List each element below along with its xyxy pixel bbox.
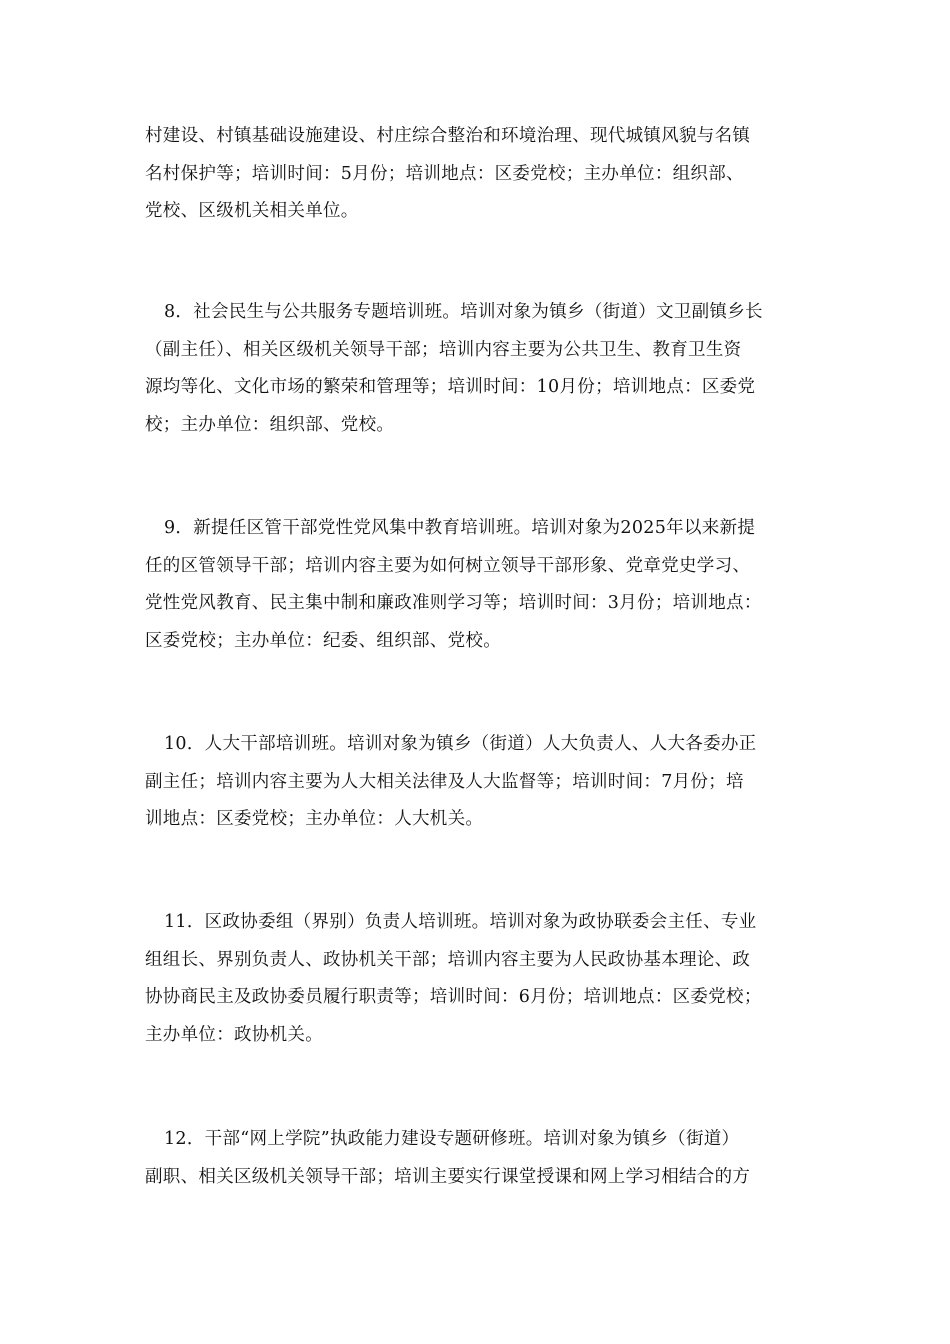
text-line: 主办单位：政协机关。 <box>145 1024 323 1045</box>
text-line: 党校、区级机关相关单位。 <box>145 201 359 221</box>
text-line: 区委党校；主办单位：纪委、组织部、党校。 <box>145 630 501 651</box>
paragraph-7-continuation <box>145 118 815 231</box>
text-line: 名村保护等；培训时间：5月份；培训地点：区委党校；主办单位：组织部、 <box>145 163 744 184</box>
text-line: 任的区管领导干部；培训内容主要为如何树立领导干部形象、党章党史学习、 <box>145 555 751 576</box>
text-line: 12．干部“网上学院”执政能力建设专题研修班。培训对象为镇乡（街道） <box>164 1129 740 1149</box>
paragraph-9 <box>145 510 815 660</box>
paragraph-12 <box>145 1121 815 1196</box>
text-line: 副主任；培训内容主要为人大相关法律及人大监督等；培训时间：7月份；培 <box>145 771 744 792</box>
text-line: 9．新提任区管干部党性党风集中教育培训班。培训对象为2025年以来新提 <box>164 518 756 538</box>
text-line: 校；主办单位：组织部、党校。 <box>145 414 395 435</box>
text-line: 11．区政协委组（界别）负责人培训班。培训对象为政协联委会主任、专业 <box>164 912 757 932</box>
text-line: 副职、相关区级机关领导干部；培训主要实行课堂授课和网上学习相结合的方 <box>145 1166 751 1187</box>
text-line: 党性党风教育、民主集中制和廉政准则学习等；培训时间：3月份；培训地点： <box>145 593 762 613</box>
text-line: 村建设、村镇基础设施建设、村庄综合整治和环境治理、现代城镇风貌与名镇 <box>145 126 751 146</box>
paragraph-11 <box>145 904 815 1054</box>
text-line: 8．社会民生与公共服务专题培训班。培训对象为镇乡（街道）文卫副镇乡长 <box>164 302 763 322</box>
paragraph-8 <box>145 294 815 444</box>
paragraph-10 <box>145 726 815 839</box>
text-line: 10．人大干部培训班。培训对象为镇乡（街道）人大负责人、人大各委办正 <box>164 734 757 754</box>
text-line: 组组长、界别负责人、政协机关干部；培训内容主要为人民政协基本理论、政 <box>145 949 751 970</box>
text-line: （副主任）、相关区级机关领导干部；培训内容主要为公共卫生、教育卫生资 <box>145 339 742 360</box>
text-line: 训地点：区委党校；主办单位：人大机关。 <box>145 809 484 829</box>
text-line: 协协商民主及政协委员履行职责等；培训时间：6月份；培训地点：区委党校； <box>145 987 762 1007</box>
text-line: 源均等化、文化市场的繁荣和管理等；培训时间：10月份；培训地点：区委党 <box>145 377 756 397</box>
